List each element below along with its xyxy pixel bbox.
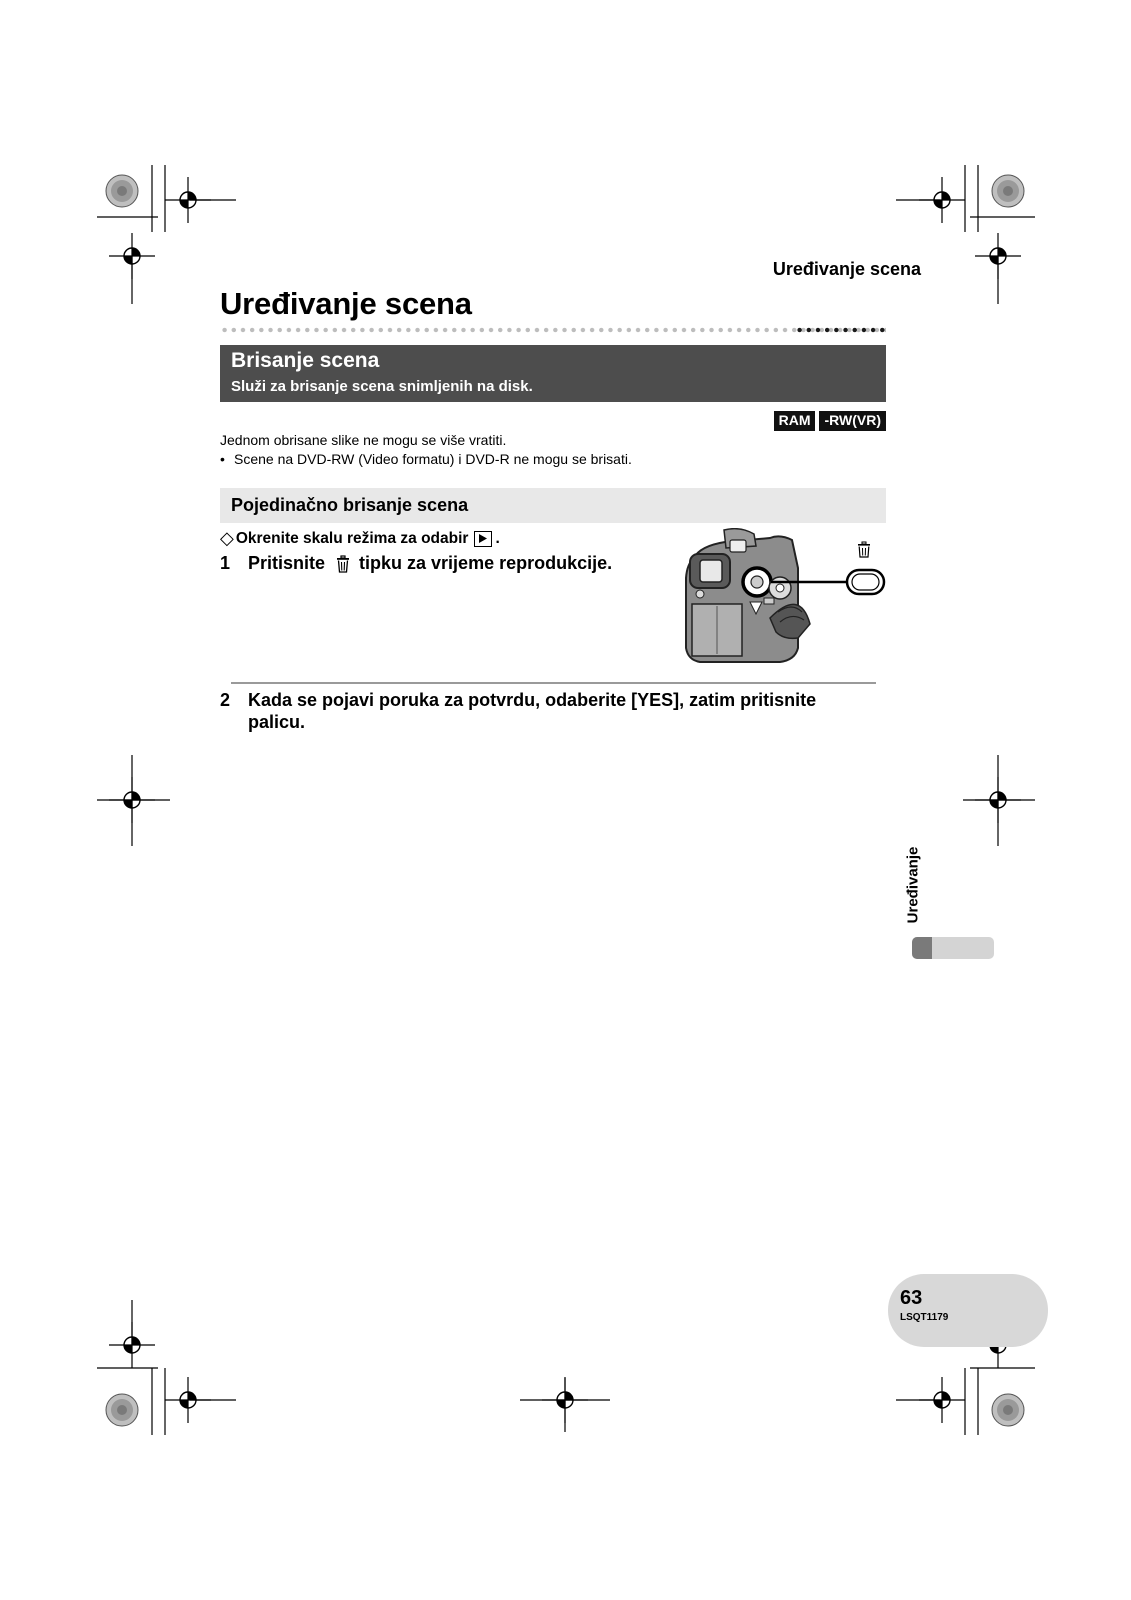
dotted-rule (220, 327, 886, 333)
note-text: Jednom obrisane slike ne mogu se više vratiti. (220, 432, 507, 448)
section-header (220, 345, 886, 402)
camcorder-illustration (680, 528, 890, 668)
prestep-instruction (220, 528, 500, 549)
bullet-char: • (220, 451, 225, 467)
badge-ram: RAM (774, 411, 816, 431)
subsection-title: Pojedinačno brisanje scena (231, 495, 469, 515)
step-number: 1 (220, 553, 231, 573)
diamond-icon: ◇ (220, 528, 234, 548)
bullet-text: Scene na DVD-RW (Video formatu) i DVD-R ne mogu se brisati. (234, 451, 632, 467)
dotted-rule-accent (795, 327, 887, 333)
page-number: 63 (900, 1287, 923, 1309)
step-text-before: Pritisnite (248, 553, 326, 573)
side-tab-marker (912, 937, 932, 959)
play-icon (474, 531, 492, 547)
side-tab-label (893, 835, 933, 935)
step-number: 2 (220, 690, 231, 710)
running-header: Uređivanje scena (772, 259, 921, 279)
disc-badges (774, 411, 886, 431)
prestep-end: . (495, 529, 500, 547)
subsection-header (220, 488, 886, 523)
side-tab-text: Uređivanje (904, 846, 922, 924)
section-subtitle: Služi za brisanje scena snimljenih na disk. (231, 378, 533, 395)
note-bullet (220, 451, 632, 467)
step-divider (231, 682, 876, 684)
step-1 (220, 553, 612, 574)
prestep-text: Okrenite skalu režima za odabir (235, 529, 469, 547)
badge-rw-vr: -RW(VR) (819, 411, 886, 431)
section-title: Brisanje scena (231, 349, 380, 372)
trash-icon (858, 542, 870, 557)
step-text-after: tipku za vrijeme reprodukcije. (359, 553, 613, 573)
step-text: Kada se pojavi poruka za potvrdu, odaberite [YES], zatim pritisnite palicu. (248, 690, 817, 732)
step-2 (220, 689, 860, 733)
page-number-box (888, 1274, 1048, 1347)
page-title: Uređivanje scena (220, 286, 472, 321)
document-code: LSQT1179 (900, 1312, 949, 1323)
trash-icon (335, 555, 351, 573)
